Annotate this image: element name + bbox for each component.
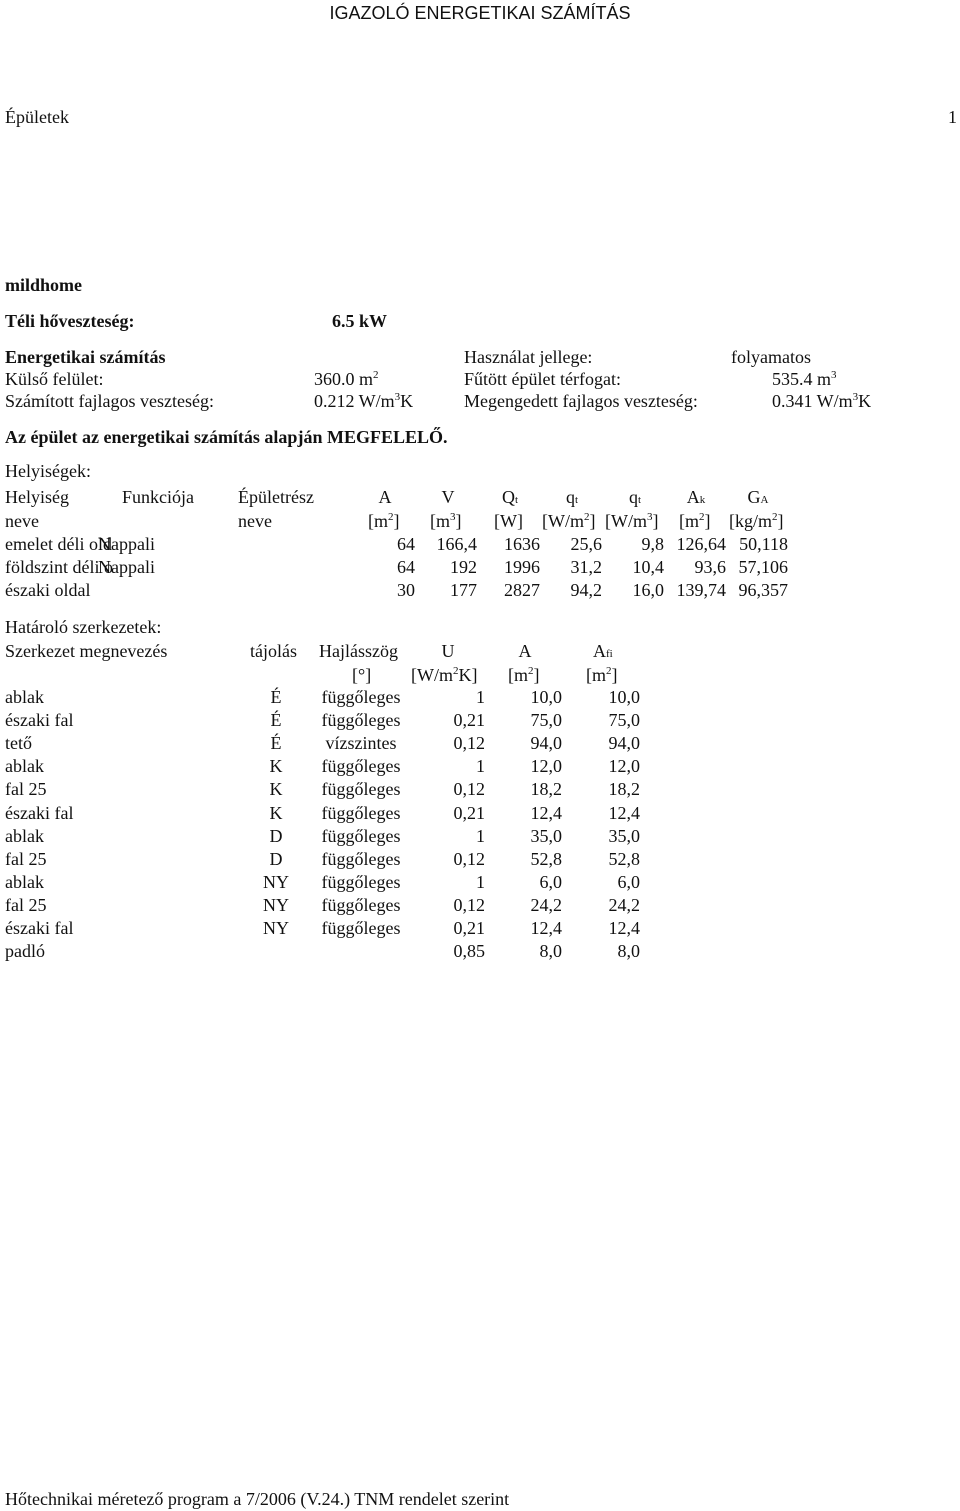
structures-header-orient: tájolás: [250, 641, 297, 661]
cell-name: északi fal: [5, 710, 74, 730]
cell-Qt: 1996: [504, 557, 540, 577]
structures-unit-u: $[W/m^2K]$: [411, 665, 478, 685]
cell-A: 64: [397, 557, 415, 577]
cell-qt1: 94,2: [570, 580, 602, 600]
cell-name: ablak: [5, 756, 44, 776]
cell-tilt: függőleges: [321, 803, 401, 823]
cell-A: 10,0: [530, 687, 562, 707]
rooms-header-room: Helyiség: [5, 487, 69, 507]
energy-title: Energetikai számítás: [5, 347, 166, 367]
rooms-header-ak: Ak: [686, 487, 706, 507]
cell-func: Nappali: [98, 557, 155, 577]
cell-V: 192: [450, 557, 477, 577]
conclusion-text: Az épület az energetikai számítás alapján MEGFELELŐ.: [5, 427, 448, 447]
cell-Qt: 1636: [504, 534, 540, 554]
calc-loss-value: 0.212 $W/m^3K$: [314, 391, 414, 411]
cell-U: 0,21: [453, 710, 485, 730]
cell-A: 30: [397, 580, 415, 600]
cell-orient: K: [269, 756, 283, 776]
page-number: 1: [948, 107, 957, 127]
surface-value: 360.0 $m^2$: [314, 369, 379, 389]
rooms-header-part-line2: neve: [238, 511, 272, 531]
cell-orient: NY: [263, 872, 289, 892]
cell-Afi: 12,4: [608, 803, 640, 823]
cell-name: fal 25: [5, 849, 47, 869]
cell-A: 12,4: [530, 803, 562, 823]
cell-name: emelet déli old: [5, 534, 112, 554]
cell-tilt: függőleges: [321, 756, 401, 776]
cell-Ak: 93,6: [694, 557, 726, 577]
rooms-header-func: Funkciója: [122, 487, 194, 507]
cell-orient: K: [269, 803, 283, 823]
cell-orient: D: [269, 826, 283, 846]
rooms-header-qt: Qt: [501, 487, 519, 507]
cell-GA: 50,118: [739, 534, 788, 554]
cell-Afi: 52,8: [608, 849, 640, 869]
cell-orient: K: [269, 779, 283, 799]
cell-A: 18,2: [530, 779, 562, 799]
structures-title: Határoló szerkezetek:: [5, 617, 162, 637]
rooms-unit-a: $[m^2]$: [368, 511, 400, 531]
cell-A: 6,0: [539, 872, 562, 892]
cell-U: 0,21: [453, 918, 485, 938]
cell-tilt: függőleges: [321, 826, 401, 846]
cell-qt2: 9,8: [641, 534, 664, 554]
heatloss-label: Téli hőveszteség:: [5, 311, 135, 331]
cell-A: 12,0: [530, 756, 562, 776]
cell-tilt: függőleges: [321, 872, 401, 892]
cell-U: 1: [476, 756, 485, 776]
structures-header-tilt: Hajlásszög: [319, 641, 398, 661]
volume-label: Fűtött épület térfogat:: [464, 369, 621, 389]
rooms-unit-qt: [W]: [494, 511, 523, 531]
cell-qt2: 16,0: [632, 580, 664, 600]
cell-A: 94,0: [530, 733, 562, 753]
cell-Qt: 2827: [504, 580, 540, 600]
cell-U: 0,12: [453, 849, 485, 869]
cell-name: tető: [5, 733, 32, 753]
cell-A: 75,0: [530, 710, 562, 730]
cell-U: 0,85: [453, 941, 485, 961]
cell-qt1: 31,2: [570, 557, 602, 577]
structures-header-afi: Afi: [593, 641, 613, 661]
cell-Afi: 8,0: [617, 941, 640, 961]
cell-Afi: 24,2: [608, 895, 640, 915]
cell-U: 1: [476, 826, 485, 846]
cell-GA: 96,357: [738, 580, 788, 600]
structures-unit-tilt: [°]: [352, 665, 372, 685]
rooms-header-qt-volume: qt: [628, 487, 642, 507]
cell-Ak: 126,64: [676, 534, 726, 554]
structures-unit-a: $[m^2]$: [508, 665, 540, 685]
heatloss-value: 6.5 kW: [332, 311, 388, 331]
cell-A: 64: [397, 534, 415, 554]
cell-name: földszint déli o: [5, 557, 113, 577]
structures-unit-afi: $[m^2]$: [586, 665, 618, 685]
cell-qt2: 10,4: [632, 557, 664, 577]
cell-orient: É: [270, 710, 282, 730]
rooms-unit-ak: $[m^2]$: [679, 511, 711, 531]
cell-tilt: függőleges: [321, 895, 401, 915]
cell-U: 1: [476, 872, 485, 892]
cell-tilt: függőleges: [321, 849, 401, 869]
rooms-header-a: A: [378, 487, 392, 507]
cell-U: 1: [476, 687, 485, 707]
cell-name: ablak: [5, 687, 44, 707]
cell-Afi: 12,4: [608, 918, 640, 938]
cell-Afi: 94,0: [608, 733, 640, 753]
cell-name: fal 25: [5, 779, 47, 799]
cell-V: 166,4: [436, 534, 477, 554]
rooms-header-v: V: [441, 487, 455, 507]
cell-orient: É: [270, 687, 282, 707]
cell-Afi: 35,0: [608, 826, 640, 846]
cell-name: fal 25: [5, 895, 47, 915]
cell-Afi: 6,0: [617, 872, 640, 892]
cell-A: 12,4: [530, 918, 562, 938]
cell-U: 0,12: [453, 733, 485, 753]
rooms-unit-v: $[m^3]$: [430, 511, 462, 531]
structures-header-a: A: [518, 641, 532, 661]
usage-value: folyamatos: [731, 347, 811, 367]
cell-name: padló: [5, 941, 45, 961]
cell-A: 8,0: [539, 941, 562, 961]
rooms-header-room-line2: neve: [5, 511, 39, 531]
surface-label: Külső felület:: [5, 369, 104, 389]
footer-text: Hőtechnikai méretező program a 7/2006 (V.24.) TNM rendelet szerint: [5, 1489, 510, 1509]
cell-Afi: 10,0: [608, 687, 640, 707]
project-name: mildhome: [5, 275, 83, 295]
rooms-unit-qt-volume: $[W/m^3]$: [605, 511, 659, 531]
calc-loss-label: Számított fajlagos veszteség:: [5, 391, 214, 411]
structures-header-name: Szerkezet megnevezés: [5, 641, 168, 661]
cell-orient: D: [269, 849, 283, 869]
cell-name: ablak: [5, 826, 44, 846]
rooms-title: Helyiségek:: [5, 461, 91, 481]
cell-A: 24,2: [530, 895, 562, 915]
usage-label: Használat jellege:: [464, 347, 593, 367]
allowed-loss-label: Megengedett fajlagos veszteség:: [464, 391, 698, 411]
rooms-unit-qt-area: $[W/m^2]$: [542, 511, 596, 531]
cell-A: 35,0: [530, 826, 562, 846]
rooms-header-qt-area: qt: [565, 487, 579, 507]
cell-U: 0,12: [453, 779, 485, 799]
cell-tilt: függőleges: [321, 918, 401, 938]
rooms-unit-ga: $[kg/m^2]$: [729, 511, 784, 531]
cell-Afi: 75,0: [608, 710, 640, 730]
cell-tilt: függőleges: [321, 779, 401, 799]
rooms-header-part: Épületrész: [238, 487, 314, 507]
section-title: Épületek: [5, 107, 69, 127]
cell-name: északi oldal: [5, 580, 91, 600]
cell-A: 52,8: [530, 849, 562, 869]
structures-header-u: U: [441, 641, 455, 661]
cell-orient: NY: [263, 918, 289, 938]
cell-name: ablak: [5, 872, 44, 892]
cell-name: északi fal: [5, 918, 74, 938]
cell-orient: É: [270, 733, 282, 753]
cell-tilt: vízszintes: [325, 733, 397, 753]
page-header-title: IGAZOLÓ ENERGETIKAI SZÁMÍTÁS: [329, 3, 631, 23]
cell-orient: NY: [263, 895, 289, 915]
cell-qt1: 25,6: [570, 534, 602, 554]
volume-value: 535.4 $m^3$: [772, 369, 837, 389]
cell-name: északi fal: [5, 803, 74, 823]
cell-U: 0,21: [453, 803, 485, 823]
cell-U: 0,12: [453, 895, 485, 915]
cell-Ak: 139,74: [676, 580, 726, 600]
cell-V: 177: [450, 580, 477, 600]
rooms-header-ga: GA: [747, 487, 769, 507]
cell-func: Nappali: [98, 534, 155, 554]
cell-Afi: 18,2: [608, 779, 640, 799]
cell-Afi: 12,0: [608, 756, 640, 776]
cell-tilt: függőleges: [321, 710, 401, 730]
allowed-loss-value: 0.341 $W/m^3K$: [772, 391, 872, 411]
cell-GA: 57,106: [738, 557, 788, 577]
cell-tilt: függőleges: [321, 687, 401, 707]
